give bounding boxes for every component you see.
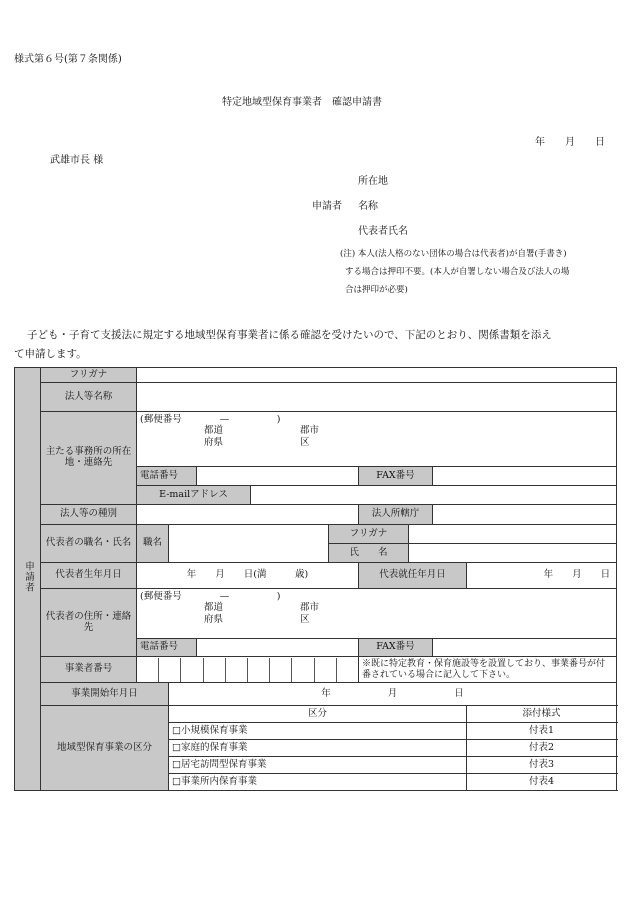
job-title-field[interactable] xyxy=(169,525,329,563)
rep-todo-label: 都道 xyxy=(204,601,224,613)
digit-box[interactable] xyxy=(248,658,270,682)
page-title: 特定地域型保育事業者 確認申請書 xyxy=(222,97,382,108)
business-no-note: ※既に特定教育・保育施設等を設置しており、事業番号が付番されている場合に記入して下さい。 xyxy=(359,657,617,683)
digit-box[interactable] xyxy=(137,658,159,682)
rep-fuken-label: 府県 xyxy=(204,613,224,625)
email-field[interactable] xyxy=(251,486,617,505)
corp-type-field[interactable] xyxy=(137,505,359,525)
intro-text-2: て申請します。 xyxy=(14,348,87,360)
fuken-label: 府県 xyxy=(204,436,224,448)
note-line-3: 合は押印が必要) xyxy=(345,285,408,295)
start-date-field[interactable]: 年 月 日 xyxy=(169,683,617,706)
business-no-field[interactable] xyxy=(137,657,359,683)
business-no-label: 事業者番号 xyxy=(41,657,137,683)
rep-address-field[interactable] xyxy=(137,589,617,639)
rep-start-field[interactable]: 年 月 日 xyxy=(467,563,617,589)
email-label: E-mailアドレス xyxy=(137,486,251,505)
rep-name-cell-label: 氏 名 xyxy=(329,544,409,563)
furigana-label: フリガナ xyxy=(41,368,137,383)
main-office-address-field[interactable] xyxy=(137,412,617,467)
date-line: 年 月 日 xyxy=(535,137,605,148)
job-title-label: 職名 xyxy=(137,525,169,563)
rep-address-label: 代表者の住所・連絡先 xyxy=(41,589,137,657)
applicant-side-cell xyxy=(15,368,41,791)
business-no-digit-boxes xyxy=(137,658,358,682)
addressee: 武雄市長 様 xyxy=(50,155,104,166)
rep-postal-code-line: (郵便番号 — ) xyxy=(140,591,281,602)
applicant-label: 申請者 xyxy=(312,201,342,212)
fax-label: FAX番号 xyxy=(359,467,433,486)
category-form-2: 付表2 xyxy=(467,740,617,757)
rep-name-label: 代表者氏名 xyxy=(358,226,408,237)
application-form-table xyxy=(14,367,617,791)
start-date-label: 事業開始年月日 xyxy=(41,683,169,706)
corp-name-field[interactable] xyxy=(137,383,617,412)
category-form-4: 付表4 xyxy=(467,774,617,791)
rep-name-field[interactable] xyxy=(409,544,617,563)
digit-box[interactable] xyxy=(292,658,314,682)
main-office-label-text: 主たる事務所の所在地・連絡先 xyxy=(45,446,132,468)
note-line-1: (注) 本人(法人格のない団体の場合は代表者)が自署(手書き) xyxy=(340,249,567,259)
category-form-3: 付表3 xyxy=(467,757,617,774)
rep-ku-label: 区 xyxy=(300,613,310,625)
furigana-field[interactable] xyxy=(137,368,617,383)
rep-phone-label: 電話番号 xyxy=(137,639,197,657)
address-label: 所在地 xyxy=(358,176,388,187)
category-header: 区分 xyxy=(169,706,467,723)
digit-box[interactable] xyxy=(315,658,337,682)
gunshi-label: 郡市 xyxy=(300,424,320,436)
rep-furigana-field[interactable] xyxy=(409,525,617,544)
rep-birth-label: 代表者生年月日 xyxy=(41,563,137,589)
rep-birth-field[interactable]: 年 月 日(満 歳) xyxy=(137,563,359,589)
category-label: 地域型保育事業の区分 xyxy=(41,706,169,791)
rep-fax-label: FAX番号 xyxy=(359,639,433,657)
postal-code-line: (郵便番号 — ) xyxy=(140,414,281,425)
category-option-home[interactable]: □家庭的保育事業 xyxy=(169,740,467,757)
form-number: 様式第６号(第７条関係) xyxy=(14,54,122,65)
rep-furigana-label: フリガナ xyxy=(329,525,409,544)
rep-title-name-label: 代表者の職名・氏名 xyxy=(41,525,137,563)
category-option-visiting[interactable]: □居宅訪問型保育事業 xyxy=(169,757,467,774)
digit-box[interactable] xyxy=(337,658,358,682)
category-option-small[interactable]: □小規模保育事業 xyxy=(169,723,467,740)
phone-label: 電話番号 xyxy=(137,467,197,486)
ku-label: 区 xyxy=(300,436,310,448)
category-option-workplace[interactable]: □事業所内保育事業 xyxy=(169,774,467,791)
note-line-2: する場合は押印不要。(本人が自署しない場合及び法人の場 xyxy=(345,267,570,277)
corp-type-label: 法人等の種別 xyxy=(41,505,137,525)
digit-box[interactable] xyxy=(159,658,181,682)
category-form-1: 付表1 xyxy=(467,723,617,740)
digit-box[interactable] xyxy=(204,658,226,682)
digit-box[interactable] xyxy=(226,658,248,682)
digit-box[interactable] xyxy=(181,658,203,682)
phone-field[interactable] xyxy=(197,467,359,486)
main-office-label xyxy=(41,412,137,505)
fax-field[interactable] xyxy=(433,467,617,486)
rep-fax-field[interactable] xyxy=(433,639,617,657)
corp-authority-field[interactable] xyxy=(433,505,617,525)
applicant-side-label: 申請者 xyxy=(22,561,34,593)
rep-phone-field[interactable] xyxy=(197,639,359,657)
rep-gunshi-label: 郡市 xyxy=(300,601,320,613)
name-label: 名称 xyxy=(358,201,378,212)
todo-label: 都道 xyxy=(204,424,224,436)
intro-text-1: 子ども・子育て支援法に規定する地域型保育事業者に係る確認を受けたいので、下記のとおり、関係書類を添え xyxy=(27,329,552,341)
digit-box[interactable] xyxy=(270,658,292,682)
corp-name-label: 法人等名称 xyxy=(41,383,137,412)
attachment-header: 添付様式 xyxy=(467,706,617,723)
rep-start-label: 代表就任年月日 xyxy=(359,563,467,589)
corp-authority-label: 法人所轄庁 xyxy=(359,505,433,525)
